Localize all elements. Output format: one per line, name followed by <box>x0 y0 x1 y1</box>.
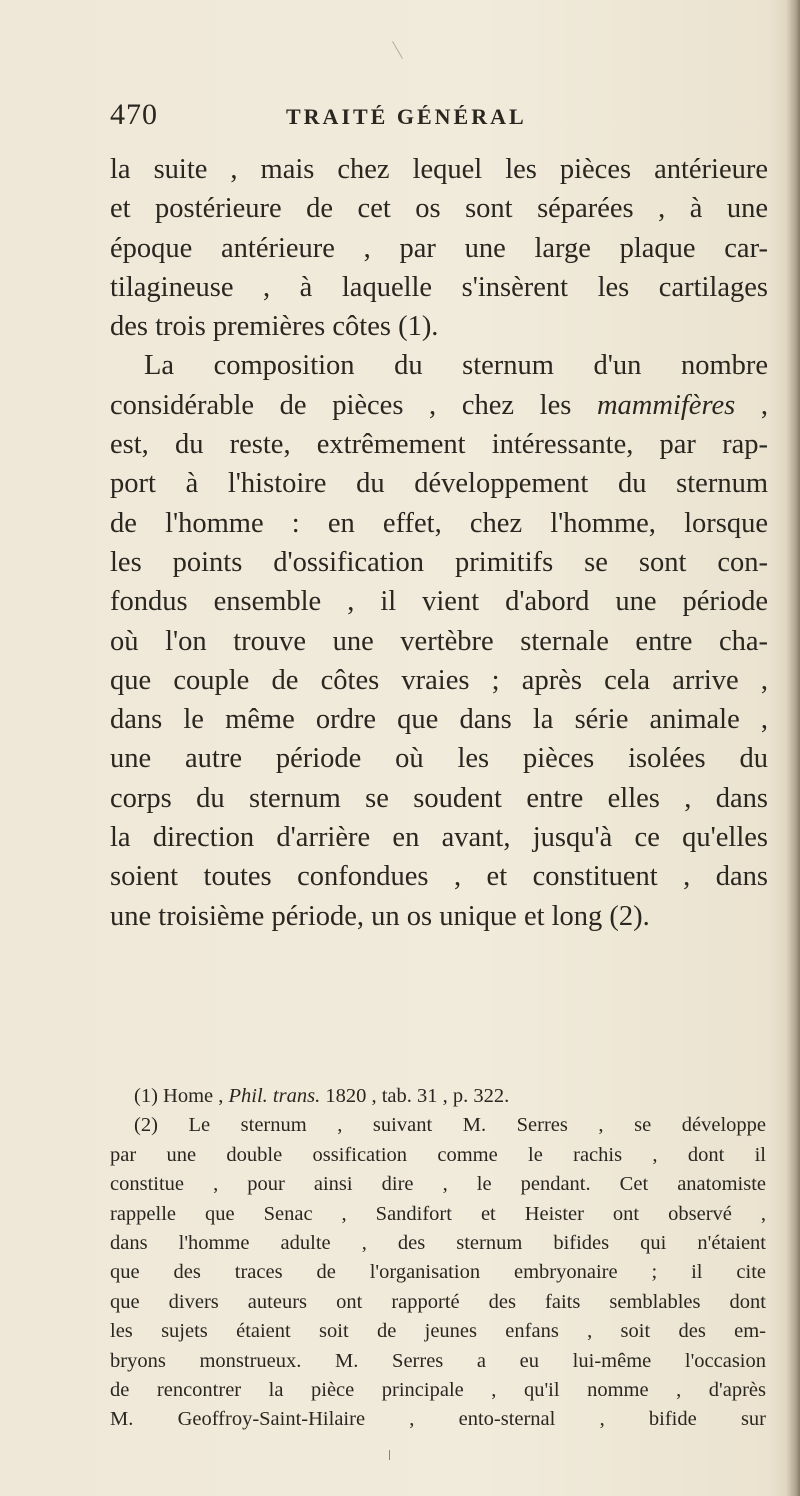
text-line-with-italic <box>110 386 768 425</box>
running-head: TRAITÉ GÉNÉRAL <box>286 104 527 129</box>
footnote-2-line: que divers auteurs ont rapporté des faits semblables dont <box>110 1290 766 1313</box>
text-line: tilagineuse , à laquelle s'insèrent les cartilages <box>110 271 768 303</box>
footnote-text: 1820 , tab. 31 , p. 322. <box>320 1085 510 1107</box>
footnote-2-line: M. Geoffroy-Saint-Hilaire , ento-sternal , bifide sur <box>110 1408 766 1431</box>
footnotes <box>110 1082 766 1435</box>
page-edge-shadow <box>786 0 800 1496</box>
footnote-2-line: dans l'homme adulte , des sternum bifides qui n'étaient <box>110 1231 766 1254</box>
text-run: , <box>735 389 769 421</box>
footnote-2-line: que des traces de l'organisation embryonaire ; il cite <box>110 1261 766 1284</box>
footnote-2-line: rappelle que Senac , Sandifort et Heister ont observé , <box>110 1202 766 1225</box>
text-line: une troisième période, un os unique et long (2). <box>110 900 650 932</box>
main-text <box>110 150 768 936</box>
footnote-2-line: constitue , pour ainsi dire , le pendant. Cet anatomiste <box>110 1173 766 1196</box>
footnote-italic: Phil. trans. <box>228 1085 321 1107</box>
text-line: que couple de côtes vraies ; après cela arrive , <box>110 664 768 696</box>
stray-tick-mark <box>392 41 403 59</box>
text-line: est, du reste, extrêmement intéressante, par rap- <box>110 429 768 461</box>
footnote-2-line: bryons monstrueux. M. Serres a eu lui-même l'occasion <box>110 1349 766 1372</box>
text-line: fondus ensemble , il vient d'abord une période <box>110 586 768 618</box>
stray-ink-mark <box>389 1450 390 1460</box>
text-run: considérable de pièces , chez les <box>110 389 597 421</box>
footnote-1 <box>110 1082 766 1111</box>
footnote-2-line: (2) Le sternum , suivant M. Serres , se développe <box>134 1114 766 1137</box>
text-line: les points d'ossification primitifs se sont con- <box>110 546 768 578</box>
footnote-text: (1) Home , <box>134 1085 229 1107</box>
page-number: 470 <box>110 98 158 131</box>
text-line: époque antérieure , par une large plaque car- <box>110 232 768 264</box>
text-line: port à l'histoire du développement du sternum <box>110 468 768 500</box>
text-line: corps du sternum se soudent entre elles , dans <box>110 782 768 814</box>
text-line: où l'on trouve une vertèbre sternale entre cha- <box>110 625 768 657</box>
text-line: de l'homme : en effet, chez l'homme, lorsque <box>110 507 768 539</box>
text-line: soient toutes confondues , et constituent , dans <box>110 861 768 893</box>
text-line: une autre période où les pièces isolées du <box>110 743 768 775</box>
text-line: dans le même ordre que dans la série animale , <box>110 704 768 736</box>
page-header <box>110 98 770 138</box>
text-line: des trois premières côtes (1). <box>110 311 439 343</box>
footnote-2-line: par une double ossification comme le rachis , dont il <box>110 1143 766 1166</box>
text-line: la suite , mais chez lequel les pièces antérieure <box>110 154 768 185</box>
italic-term: mammifères <box>596 389 736 421</box>
footnote-2-line: les sujets étaient soit de jeunes enfans , soit des em- <box>110 1320 766 1343</box>
paragraph-start-line: La composition du sternum d'un nombre <box>144 350 768 382</box>
text-line: la direction d'arrière en avant, jusqu'à ce qu'elles <box>110 822 768 854</box>
footnote-2-line: de rencontrer la pièce principale , qu'il nomme , d'après <box>110 1378 766 1401</box>
text-line: et postérieure de cet os sont séparées , à une <box>110 193 768 225</box>
